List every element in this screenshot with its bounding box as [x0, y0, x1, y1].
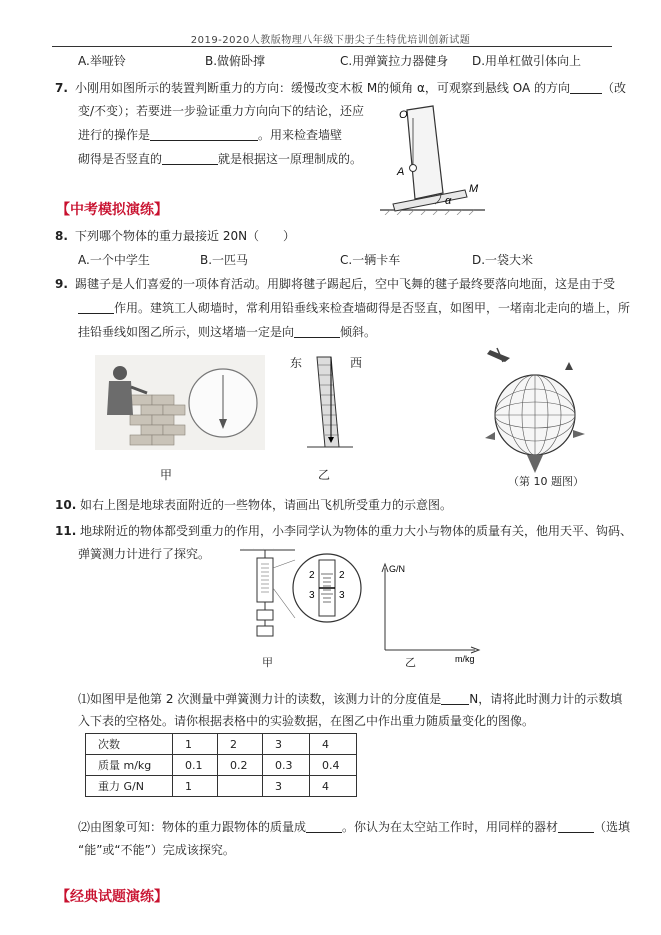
- q11-sub1-text-a: ⑴如图甲是他第 2 次测量中弹簧测力计的读数，该测力计的分度值是: [78, 692, 442, 706]
- q7-line2: 变/不变）；若要进一步验证重力方向向下的结论，还应: [78, 104, 365, 118]
- q9-blank1[interactable]: [78, 301, 114, 314]
- table-cell: 1: [173, 776, 218, 797]
- table-cell: 质量 m/kg: [86, 755, 173, 776]
- section-jingdian: 【经典试题演练】: [56, 889, 168, 905]
- fig11-spring-scale: [235, 548, 370, 658]
- q11-sub2-text-b: 。你认为在太空站工作时，用同样的器材: [342, 820, 559, 834]
- table-header-cell: 1: [173, 734, 218, 755]
- q11-sub1-line1: [78, 691, 622, 707]
- table-cell: 0.4: [310, 755, 357, 776]
- q7-label-o: O: [399, 109, 408, 121]
- q9-line3-text: 挂铅垂线如图乙所示，则这堵墙一定是向: [78, 325, 295, 339]
- table-cell: 0.1: [173, 755, 218, 776]
- q7-number: 7.: [55, 81, 68, 95]
- q8-option-b: B.一匹马: [200, 253, 249, 267]
- q7-line4-text: 砌得是否竖直的: [78, 152, 163, 166]
- fig11-scale-2-right: 2: [339, 570, 345, 581]
- q7-line1-text: 小刚用如图所示的装置判断重力的方向：缓慢改变木板 M的倾角 α，可观察到悬线 OA 的方向: [75, 81, 570, 95]
- table-header-cell: 次数: [86, 734, 173, 755]
- q8-text: 下列哪个物体的重力最接近 20N（ ）: [75, 229, 296, 243]
- q11-sub2-text-a: ⑵由图象可知：物体的重力跟物体的质量成: [78, 820, 307, 834]
- q11-blank-division[interactable]: [441, 692, 469, 705]
- q8-number: 8.: [55, 229, 68, 243]
- q11-line2: 弹簧测力计进行了探究。: [78, 547, 211, 561]
- table-row-weight: [86, 776, 357, 797]
- q10-number: 10.: [55, 498, 77, 512]
- option-b: B.做俯卧撑: [205, 54, 266, 68]
- q8-option-a: A.一个中学生: [78, 253, 150, 267]
- q11-line1: 地球附近的物体都受到重力的作用，小李同学认为物体的重力大小与物体的质量有关，他用天平、钩码、: [80, 524, 633, 538]
- q9-blank2[interactable]: [294, 325, 340, 338]
- table-cell: 3: [263, 776, 310, 797]
- fig-jia-label: 甲: [160, 468, 173, 482]
- q7-line1: [75, 80, 626, 96]
- fig11-jia-label: 甲: [262, 656, 273, 669]
- q7-line3: [78, 127, 342, 143]
- fig11-scale-3-left: 3: [309, 590, 315, 601]
- q11-sub2-line1: [78, 819, 630, 835]
- fig10-globe: [475, 340, 590, 475]
- dir-west: 西: [350, 356, 363, 370]
- q9-line2-text: 作用。建筑工人砌墙时，常利用铅垂线来检查墙砌得是否竖直，如图甲，一堵南北走向的墙上，所: [114, 301, 631, 315]
- q7-blank3[interactable]: [162, 152, 218, 165]
- q11-data-table: [85, 733, 357, 797]
- q7-line3-end: 。用来检查墙壁: [258, 128, 343, 142]
- fig11-scale-3-right: 3: [339, 590, 345, 601]
- q9-line3: [78, 324, 376, 340]
- q11-blank-proportional[interactable]: [306, 820, 342, 833]
- q9-line2: [78, 300, 630, 316]
- q11-sub1-text-b: N，请将此时测力计的示数填: [469, 692, 623, 706]
- q7-blank1[interactable]: [570, 81, 602, 94]
- q7-figure: [375, 100, 490, 215]
- table-header-row: [86, 734, 357, 755]
- q7-blank2[interactable]: [150, 128, 258, 141]
- q11-sub2-text-c: （选填: [594, 820, 631, 834]
- fig11-scale-2-left: 2: [309, 570, 315, 581]
- table-header-cell: 2: [218, 734, 263, 755]
- option-c: C.用弹簧拉力器健身: [340, 54, 449, 68]
- section-zhongkao: 【中考模拟演练】: [56, 202, 168, 218]
- q9-number: 9.: [55, 277, 68, 291]
- q7-label-alpha: α: [445, 195, 452, 207]
- table-cell: 重力 G/N: [86, 776, 173, 797]
- table-row-mass: [86, 755, 357, 776]
- q7-line1-end: （改: [601, 81, 626, 95]
- header-rule: [52, 46, 612, 47]
- q9-line1: 踢毽子是人们喜爱的一项体育活动。用脚将毽子踢起后，空中飞舞的毽子最终要落向地面，这是由于受: [75, 277, 616, 291]
- q10-text: 如右上图是地球表面附近的一些物体，请画出飞机所受重力的示意图。: [80, 498, 453, 512]
- q7-label-a: A: [397, 166, 405, 178]
- fig11-axes: [375, 560, 485, 665]
- q11-blank-can[interactable]: [558, 820, 594, 833]
- dir-east: 东: [290, 356, 303, 370]
- table-cell: 4: [310, 776, 357, 797]
- q7-line4-end: 就是根据这一原理制成的。: [218, 152, 363, 166]
- q7-line3-text: 进行的操作是: [78, 128, 151, 142]
- fig11-yi-label: 乙: [405, 656, 416, 669]
- q8-option-d: D.一袋大米: [472, 253, 534, 267]
- option-d: D.用单杠做引体向上: [472, 54, 582, 68]
- page-header: 2019-2020人教版物理八年级下册尖子生特优培训创新试题: [190, 35, 471, 46]
- fig-yi-wall: [305, 355, 355, 455]
- table-cell: 0.2: [218, 755, 263, 776]
- table-cell: 0.3: [263, 755, 310, 776]
- q7-label-m: M: [469, 183, 479, 195]
- table-cell-blank[interactable]: [218, 776, 263, 797]
- table-header-cell: 4: [310, 734, 357, 755]
- q11-number: 11.: [55, 524, 77, 538]
- table-header-cell: 3: [263, 734, 310, 755]
- q8-option-c: C.一辆卡车: [340, 253, 401, 267]
- q11-sub2-line2: “能”或“不能”）完成该探究。: [78, 843, 235, 857]
- fig-jia-worker: [95, 355, 265, 450]
- option-a: A.举哑铃: [78, 54, 126, 68]
- q7-line4: [78, 151, 362, 167]
- fig10-caption: （第 10 题图）: [508, 475, 584, 488]
- fig11-axis-y: G/N: [389, 564, 406, 574]
- fig-yi-label: 乙: [318, 468, 331, 482]
- fig11-axis-x: m/kg: [455, 654, 475, 664]
- q11-sub1-line2: 入下表的空格处。请你根据表格中的实验数据，在图乙中作出重力随质量变化的图像。: [78, 714, 535, 728]
- q9-line3-end: 倾斜。: [340, 325, 377, 339]
